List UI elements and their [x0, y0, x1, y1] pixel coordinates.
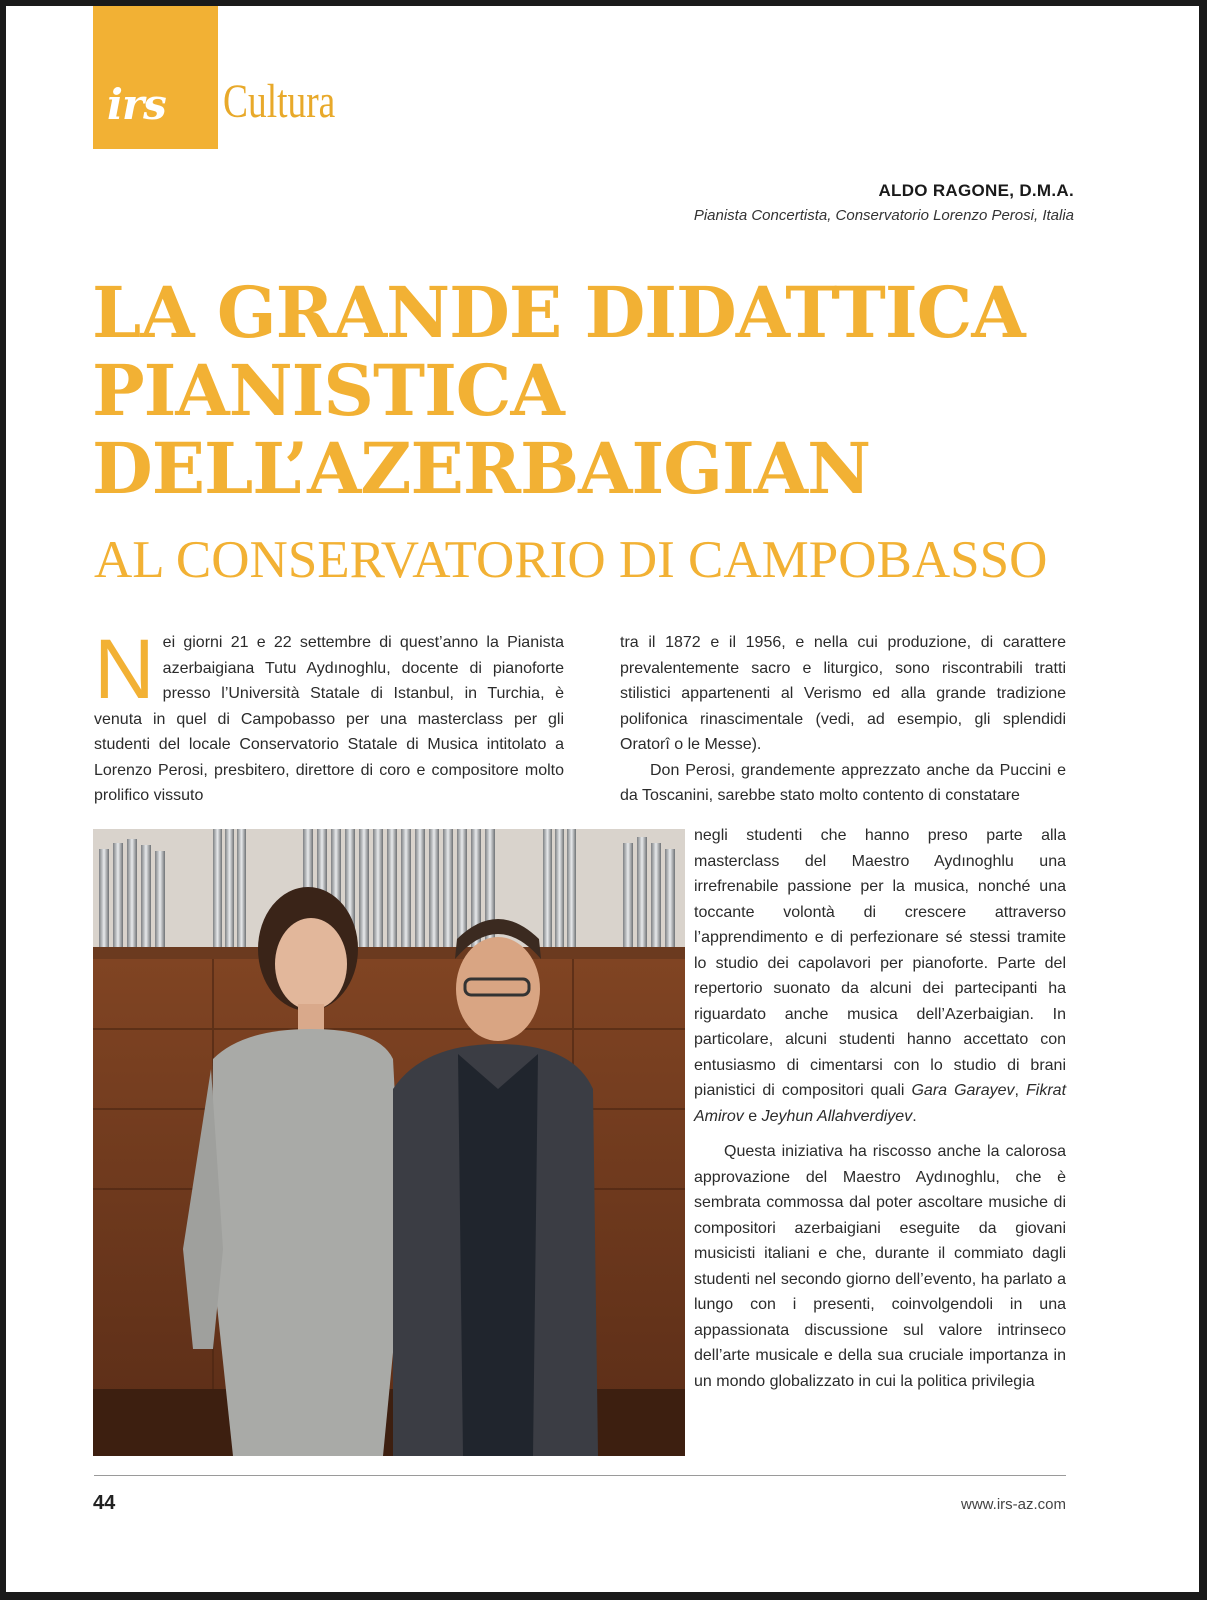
headline-line: PIANISTICA — [92, 349, 564, 432]
author-name: ALDO RAGONE, D.M.A. — [878, 181, 1074, 200]
article-paragraph: tra il 1872 e il 1956, e nella cui produzione, di carattere prevalentemente sacro e liturgico, sono riscontrabili tratti stilistici appartenenti al Verismo ed alla grande tradizione polifonica rinascimentale (vedi, ad esempio, gli splendidi Oratorî o le Messe). — [620, 634, 1066, 753]
headline — [92, 271, 1102, 510]
article-column-right — [694, 823, 1066, 1394]
page-number: 44 — [93, 1492, 116, 1514]
article-paragraph — [94, 622, 564, 809]
headline-line: DELL’AZERBAIGIAN — [92, 427, 871, 510]
article-paragraph: Questa iniziativa ha riscosso anche la calorosa approvazione del Maestro Aydınoghlu, che è sembrata commossa dal poter ascoltare musiche di compositori azerbaigiani eseguite da giovani musicisti italiani e che, durante il commiato dagli studenti nel secondo giorno dell’evento, ha parlato a lungo con i presenti, coinvolgendoli in una appassionata discussione sul valore intrinseco dell’arte musicale e della sua cruciale importanza in un mondo globalizzato in cui la politica privilegia — [694, 1143, 1066, 1390]
photo-illustration — [93, 829, 685, 1456]
irs-logo: irs — [107, 80, 166, 129]
drop-cap: N — [94, 622, 155, 716]
author-affiliation: Pianista Concertista, Conservatorio Lorenzo Perosi, Italia — [693, 207, 1074, 224]
footer-divider — [94, 1475, 1066, 1476]
magazine-page — [6, 6, 1199, 1592]
website-link[interactable]: www.irs-az.com — [960, 1496, 1066, 1513]
article-photo — [93, 829, 685, 1456]
composer-name: Gara Garayev — [911, 1082, 1015, 1099]
composer-name: Jeyhun Allahverdiyev — [761, 1107, 913, 1125]
article-column-right-top — [620, 630, 1066, 809]
conjunction: e — [748, 1107, 758, 1125]
brand-tab — [93, 6, 218, 149]
paragraph-text: ei giorni 21 e 22 settembre di quest’anno la Pianista azerbaigiana Tutu Aydınoghlu, docente di pianoforte presso l’Università Statale di Istanbul, in Turchia, è venuta in quel di Campobasso per una masterclass per gli studenti del locale Conservatorio Statale di Musica intitolato a Lorenzo Perosi, presbitero, direttore di coro e compositore molto prolifico vissuto — [94, 634, 564, 804]
composer-name: Fikrat Amirov — [694, 1082, 1067, 1125]
section-title: Cultura — [223, 75, 336, 128]
article-paragraph: Don Perosi, grandemente apprezzato anche da Puccini e da Toscanini, sarebbe stato molto contento di constatare — [620, 761, 1066, 804]
article-paragraph: negli studenti che hanno preso parte alla masterclass del Maestro Aydınoghlu una irrefrenabile passione per la musica, nonché una toccante volontà di crescere attraverso l’apprendimento e di perfezionare sé stessi tramite lo studio dei capolavori per pianoforte. Parte del repertorio suonato da alcuni dei partecipanti ha riguardato anche musica dell’Azerbaigian. In particolare, alcuni studenti hanno accettato con entusiasmo di cimentarsi con lo studio di brani pianistici di compositori quali Gara Garayev, Fikrat Amirov e Jeyhun Allahverdiyev. — [694, 827, 1067, 1125]
paragraph-text: negli studenti che hanno preso parte alla masterclass del Maestro Aydınoghlu una irrefrenabile passione per la musica, nonché una toccante volontà di crescere attraverso l’apprendimento e di perfezionare sé stessi tramite lo studio dei capolavori per pianoforte. Parte del repertorio suonato da alcuni dei partecipanti ha riguardato anche musica dell’Azerbaigian. In particolare, alcuni studenti hanno accettato con entusiasmo di cimentarsi con lo studio di brani pianistici di compositori quali — [694, 827, 1066, 1099]
subheadline: AL CONSERVATORIO DI CAMPOBASSO — [94, 531, 1048, 589]
headline-line: LA GRANDE DIDATTICA — [92, 271, 1025, 354]
article-column-left — [94, 622, 564, 809]
